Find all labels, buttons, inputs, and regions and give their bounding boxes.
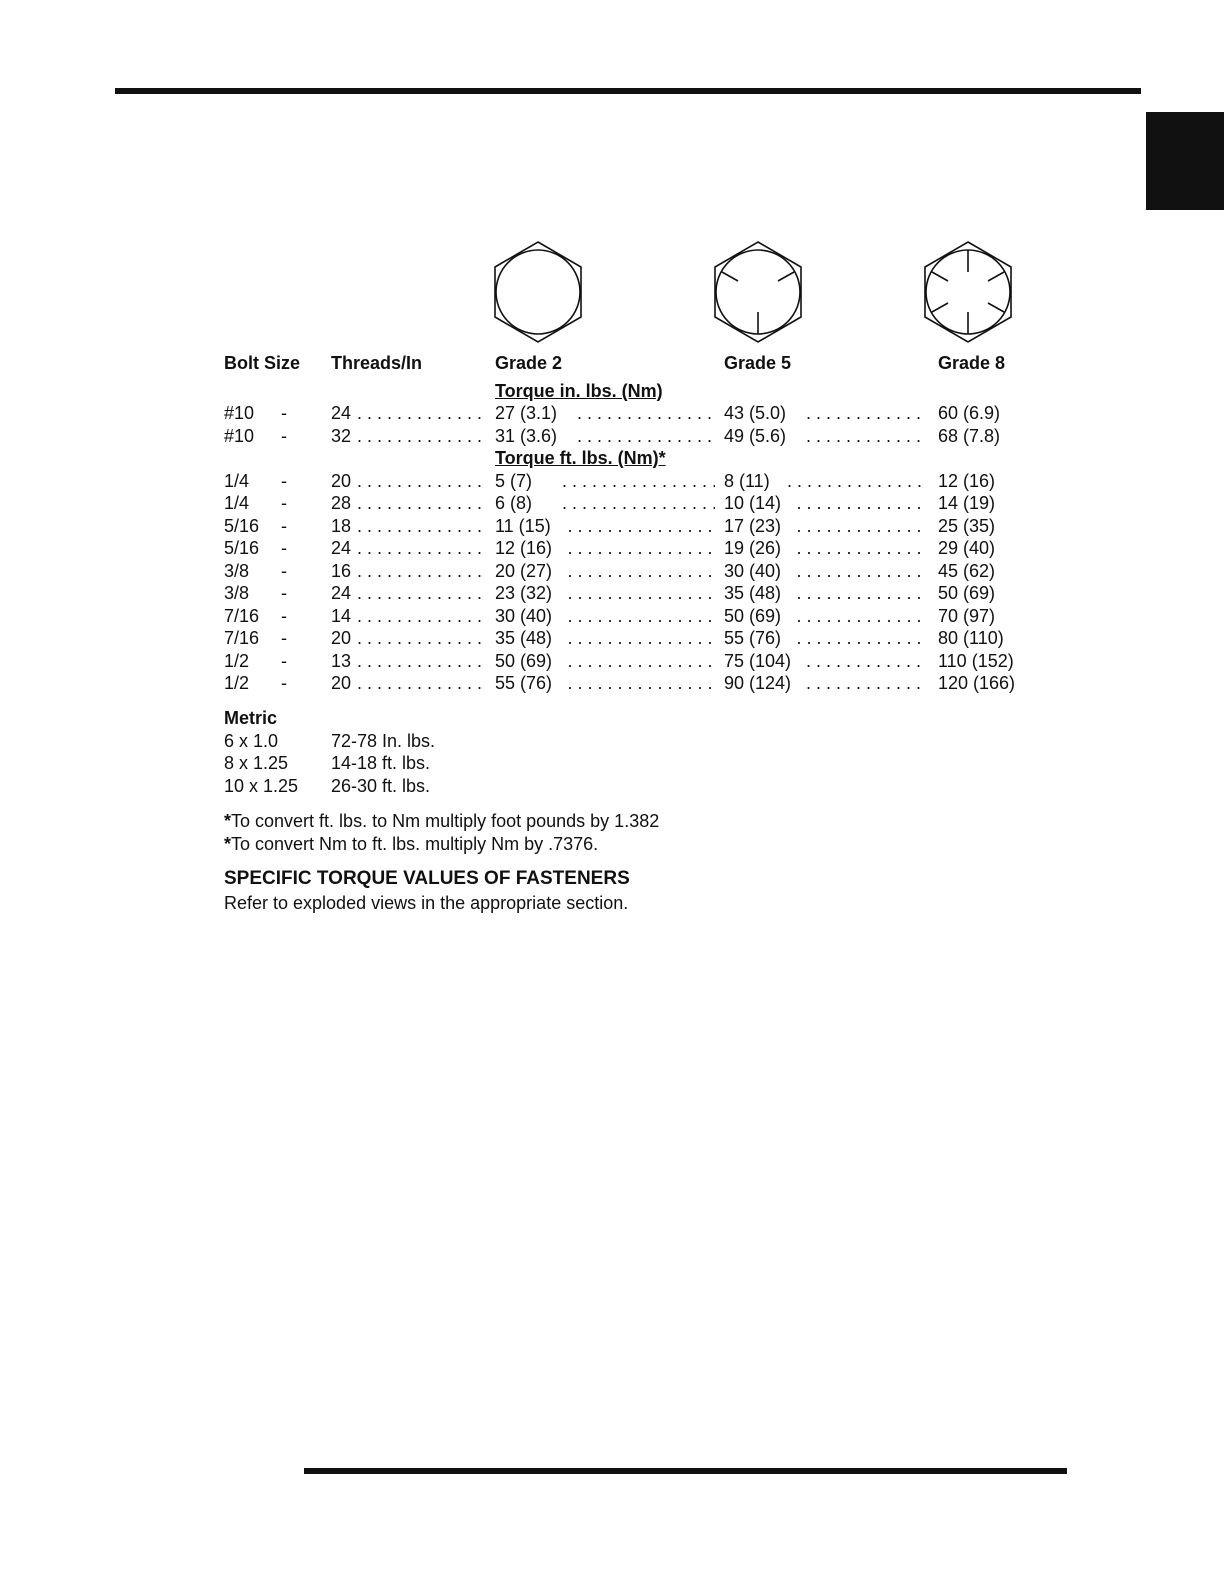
separator-dash: - bbox=[281, 538, 287, 558]
grade-8-torque-cell: 29 (40) bbox=[938, 538, 996, 558]
grade-8-torque-cell: 70 (97) bbox=[938, 606, 996, 626]
grade-2-torque-cell: 6 (8) bbox=[495, 493, 533, 513]
dot-leader bbox=[357, 492, 487, 514]
threads-cell: 24 bbox=[331, 538, 352, 558]
dot-leader bbox=[357, 672, 487, 694]
grade-8-torque-cell: 14 (19) bbox=[938, 493, 996, 513]
grade-8-torque-cell: 80 (110) bbox=[938, 628, 1004, 648]
grade-2-bolt-head-icon bbox=[493, 240, 583, 344]
bolt-size-cell: 1/4 bbox=[224, 471, 250, 491]
metric-value: 72-78 In. lbs. bbox=[331, 731, 436, 751]
grade-5-torque-cell: 17 (23) bbox=[724, 516, 782, 536]
separator-dash: - bbox=[281, 583, 287, 603]
separator-dash: - bbox=[281, 516, 287, 536]
header-threads: Threads/In bbox=[331, 353, 423, 373]
bolt-size-cell: 1/4 bbox=[224, 493, 250, 513]
grade-8-torque-cell: 68 (7.8) bbox=[938, 426, 1001, 446]
grade-8-torque-cell: 120 (166) bbox=[938, 673, 1016, 693]
grade-2-torque-cell: 5 (7) bbox=[495, 471, 533, 491]
grade-5-torque-cell: 43 (5.0) bbox=[724, 403, 787, 423]
specific-torque-body: Refer to exploded views in the appropriate section. bbox=[224, 893, 629, 913]
dot-leader bbox=[568, 537, 716, 559]
dot-leader bbox=[357, 605, 487, 627]
grade-2-torque-cell: 12 (16) bbox=[495, 538, 553, 558]
dot-leader bbox=[562, 492, 715, 514]
dot-leader bbox=[568, 605, 716, 627]
dot-leader bbox=[568, 515, 716, 537]
header-grade-8: Grade 8 bbox=[938, 353, 1006, 373]
grade-5-torque-cell: 90 (124) bbox=[724, 673, 792, 693]
metric-size: 10 x 1.25 bbox=[224, 776, 299, 796]
bolt-size-cell: 3/8 bbox=[224, 583, 250, 603]
dot-leader bbox=[797, 537, 926, 559]
dot-leader bbox=[806, 650, 925, 672]
bolt-size-cell: 7/16 bbox=[224, 628, 260, 648]
metric-size: 6 x 1.0 bbox=[224, 731, 279, 751]
grade-2-torque-cell: 31 (3.6) bbox=[495, 426, 558, 446]
separator-dash: - bbox=[281, 426, 287, 446]
dot-leader bbox=[357, 582, 487, 604]
grade-8-bolt-head-icon bbox=[923, 240, 1013, 344]
separator-dash: - bbox=[281, 606, 287, 626]
threads-cell: 16 bbox=[331, 561, 352, 581]
grade-2-torque-cell: 23 (32) bbox=[495, 583, 553, 603]
grade-5-torque-cell: 49 (5.6) bbox=[724, 426, 787, 446]
bolt-size-cell: #10 bbox=[224, 403, 255, 423]
conversion-note: *To convert Nm to ft. lbs. multiply Nm by .7376. bbox=[224, 834, 599, 854]
dot-leader bbox=[806, 425, 925, 447]
section-heading-in-lbs: Torque in. lbs. (Nm) bbox=[495, 381, 663, 401]
dot-leader bbox=[357, 560, 487, 582]
dot-leader bbox=[357, 470, 487, 492]
section-tab-marker bbox=[1146, 112, 1224, 210]
separator-dash: - bbox=[281, 628, 287, 648]
dot-leader bbox=[787, 470, 925, 492]
separator-dash: - bbox=[281, 651, 287, 671]
dot-leader bbox=[562, 470, 715, 492]
dot-leader bbox=[797, 627, 926, 649]
separator-dash: - bbox=[281, 403, 287, 423]
threads-cell: 32 bbox=[331, 426, 352, 446]
bolt-size-cell: 7/16 bbox=[224, 606, 260, 626]
header-grade-5: Grade 5 bbox=[724, 353, 792, 373]
bolt-size-cell: 3/8 bbox=[224, 561, 250, 581]
threads-cell: 20 bbox=[331, 673, 352, 693]
grade-5-torque-cell: 19 (26) bbox=[724, 538, 782, 558]
grade-2-torque-cell: 35 (48) bbox=[495, 628, 553, 648]
dot-leader bbox=[357, 515, 487, 537]
separator-dash: - bbox=[281, 561, 287, 581]
bottom-rule bbox=[304, 1468, 1067, 1474]
metric-size: 8 x 1.25 bbox=[224, 753, 289, 773]
bolt-size-cell: #10 bbox=[224, 426, 255, 446]
grade-2-torque-cell: 27 (3.1) bbox=[495, 403, 558, 423]
dot-leader bbox=[568, 650, 716, 672]
dot-leader bbox=[577, 425, 715, 447]
top-rule bbox=[115, 88, 1141, 94]
dot-leader bbox=[568, 582, 716, 604]
dot-leader bbox=[797, 515, 926, 537]
grade-8-torque-cell: 12 (16) bbox=[938, 471, 996, 491]
grade-5-torque-cell: 75 (104) bbox=[724, 651, 792, 671]
grade-8-torque-cell: 110 (152) bbox=[938, 651, 1014, 671]
dot-leader bbox=[806, 402, 925, 424]
conversion-note: *To convert ft. lbs. to Nm multiply foot pounds by 1.382 bbox=[224, 811, 660, 831]
threads-cell: 13 bbox=[331, 651, 352, 671]
metric-value: 14-18 ft. lbs. bbox=[331, 753, 431, 773]
dot-leader bbox=[357, 627, 487, 649]
header-grade-2: Grade 2 bbox=[495, 353, 563, 373]
bolt-size-cell: 5/16 bbox=[224, 538, 260, 558]
dot-leader bbox=[357, 537, 487, 559]
grade-8-torque-cell: 60 (6.9) bbox=[938, 403, 1001, 423]
dot-leader bbox=[797, 605, 926, 627]
threads-cell: 14 bbox=[331, 606, 352, 626]
threads-cell: 24 bbox=[331, 403, 352, 423]
grade-2-torque-cell: 55 (76) bbox=[495, 673, 553, 693]
threads-cell: 20 bbox=[331, 471, 352, 491]
threads-cell: 20 bbox=[331, 628, 352, 648]
dot-leader bbox=[357, 402, 487, 424]
grade-5-torque-cell: 55 (76) bbox=[724, 628, 782, 648]
grade-8-torque-cell: 25 (35) bbox=[938, 516, 996, 536]
grade-8-torque-cell: 50 (69) bbox=[938, 583, 996, 603]
dot-leader bbox=[797, 492, 926, 514]
metric-title: Metric bbox=[224, 708, 278, 728]
specific-torque-title: SPECIFIC TORQUE VALUES OF FASTENERS bbox=[224, 868, 630, 889]
separator-dash: - bbox=[281, 471, 287, 491]
grade-2-torque-cell: 50 (69) bbox=[495, 651, 553, 671]
grade-8-torque-cell: 45 (62) bbox=[938, 561, 996, 581]
bolt-size-cell: 1/2 bbox=[224, 651, 250, 671]
bolt-size-cell: 5/16 bbox=[224, 516, 260, 536]
dot-leader bbox=[568, 627, 716, 649]
grade-5-torque-cell: 50 (69) bbox=[724, 606, 782, 626]
separator-dash: - bbox=[281, 493, 287, 513]
threads-cell: 18 bbox=[331, 516, 352, 536]
bolt-size-cell: 1/2 bbox=[224, 673, 250, 693]
dot-leader bbox=[577, 402, 715, 424]
threads-cell: 28 bbox=[331, 493, 352, 513]
metric-value: 26-30 ft. lbs. bbox=[331, 776, 431, 796]
separator-dash: - bbox=[281, 673, 287, 693]
dot-leader bbox=[568, 560, 716, 582]
dot-leader bbox=[357, 650, 487, 672]
grade-5-torque-cell: 8 (11) bbox=[724, 471, 770, 491]
threads-cell: 24 bbox=[331, 583, 352, 603]
grade-5-torque-cell: 35 (48) bbox=[724, 583, 782, 603]
grade-5-bolt-head-icon bbox=[713, 240, 803, 344]
dot-leader bbox=[797, 582, 926, 604]
grade-2-torque-cell: 20 (27) bbox=[495, 561, 553, 581]
grade-5-torque-cell: 30 (40) bbox=[724, 561, 782, 581]
dot-leader bbox=[797, 560, 926, 582]
grade-2-torque-cell: 11 (15) bbox=[495, 516, 551, 536]
grade-5-torque-cell: 10 (14) bbox=[724, 493, 782, 513]
section-heading-ft-lbs: Torque ft. lbs. (Nm)* bbox=[495, 448, 666, 468]
dot-leader bbox=[568, 672, 716, 694]
grade-2-torque-cell: 30 (40) bbox=[495, 606, 553, 626]
header-bolt-size: Bolt Size bbox=[224, 353, 301, 373]
dot-leader bbox=[806, 672, 925, 694]
dot-leader bbox=[357, 425, 487, 447]
